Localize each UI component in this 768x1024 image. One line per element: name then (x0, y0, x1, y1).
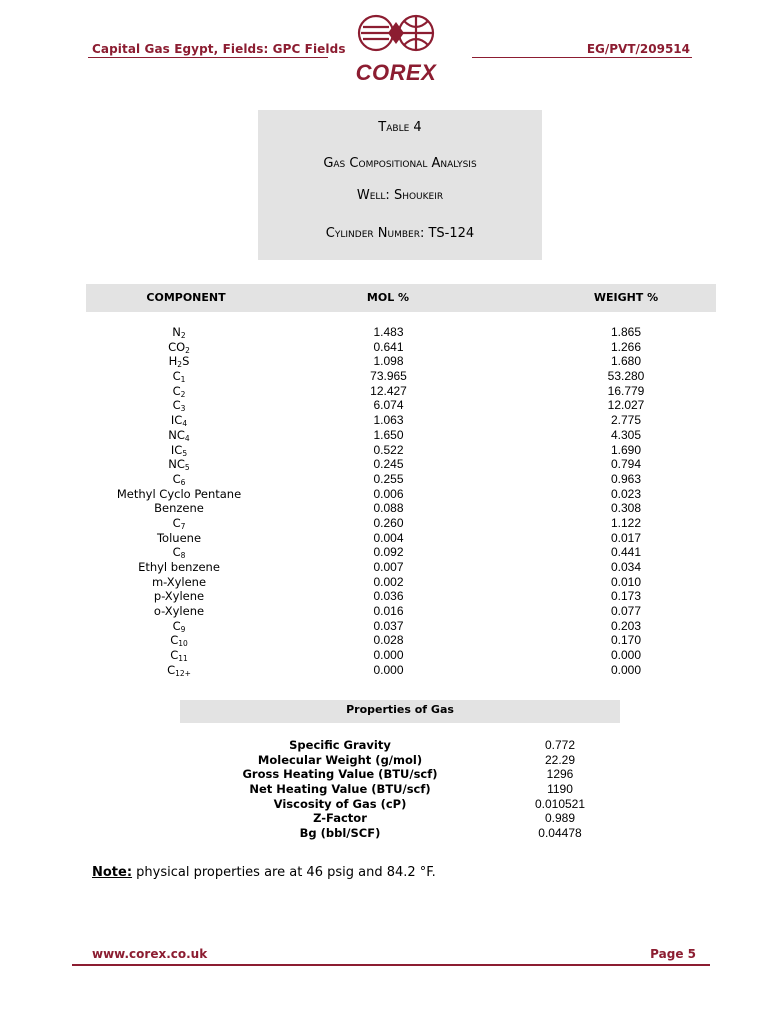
mol-percent: 0.000 (373, 648, 404, 663)
properties-title: Properties of Gas (180, 700, 620, 723)
mol-percent: 1.098 (373, 354, 404, 369)
table-row (86, 369, 716, 384)
column-header-mol: MOL % (366, 291, 410, 304)
property-row (180, 826, 680, 841)
header-left-title: Capital Gas Egypt, Fields: GPC Fields (92, 42, 346, 56)
weight-percent: 0.017 (610, 530, 642, 545)
property-row (180, 811, 680, 826)
mol-percent: 0.004 (373, 530, 404, 545)
weight-percent: 12.027 (607, 398, 645, 413)
table-row (86, 619, 716, 634)
property-value: 0.989 (544, 811, 576, 826)
mol-percent: 1.483 (373, 325, 404, 339)
header-rule-left (88, 57, 328, 58)
table-row (86, 663, 716, 678)
weight-percent: 0.170 (610, 633, 642, 648)
component-name: p-Xylene (153, 589, 205, 604)
weight-percent: 1.680 (610, 354, 642, 369)
weight-percent: 0.308 (610, 501, 642, 516)
component-name: Toluene (156, 530, 202, 545)
table-row (86, 354, 716, 369)
component-name: $C_{11}$ (170, 648, 188, 664)
weight-percent: 0.203 (610, 618, 642, 633)
mol-percent: 0.007 (373, 560, 404, 574)
mol-percent: 0.036 (373, 589, 404, 604)
mol-percent: 0.641 (373, 339, 404, 354)
weight-percent: 16.779 (607, 383, 645, 398)
mol-percent: 1.063 (373, 413, 404, 428)
component-name: $NC_5$ (168, 457, 190, 473)
column-header-component: COMPONENT (146, 291, 226, 304)
table-row (86, 589, 716, 604)
table-row (86, 487, 716, 502)
table-row (86, 560, 716, 575)
mol-percent: 0.000 (373, 662, 404, 677)
component-name: $IC_5$ (170, 442, 188, 458)
table-row (86, 516, 716, 531)
component-name: $C_3$ (172, 398, 186, 414)
property-value: 0.04478 (538, 826, 582, 841)
property-label: Viscosity of Gas (cP) (273, 796, 407, 811)
component-name: $N_2$ (172, 325, 186, 340)
cylinder-number: Cylinder Number: TS-124 (325, 226, 475, 241)
table-row (86, 398, 716, 413)
note (92, 865, 436, 880)
document-reference: EG/PVT/209514 (586, 42, 690, 56)
property-value: 0.772 (544, 738, 576, 752)
weight-percent: 0.794 (610, 457, 642, 472)
table-row (86, 413, 716, 428)
weight-percent: 0.173 (610, 589, 642, 604)
weight-percent: 0.441 (610, 545, 642, 560)
mol-percent: 0.006 (373, 486, 404, 501)
component-name: o-Xylene (153, 604, 205, 619)
component-name: Ethyl benzene (138, 560, 220, 574)
weight-percent: 0.963 (610, 471, 642, 486)
table-row (86, 340, 716, 355)
mol-percent: 0.522 (373, 442, 404, 457)
mol-percent: 0.088 (373, 501, 404, 516)
property-label: Z-Factor (313, 811, 367, 826)
weight-percent: 4.305 (610, 427, 642, 442)
property-label: Specific Gravity (289, 738, 391, 752)
table-row (86, 633, 716, 648)
composition-table (86, 325, 716, 678)
property-value: 1296 (546, 767, 574, 782)
weight-percent: 0.000 (610, 648, 642, 663)
component-name: Methyl Cyclo Pentane (116, 486, 242, 501)
mol-percent: 12.427 (370, 383, 407, 398)
footer-page-number: Page 5 (650, 947, 696, 961)
weight-percent: 2.775 (610, 413, 642, 428)
well-name: Well: Shoukeir (356, 188, 444, 203)
table-subtitle: Gas Compositional Analysis (323, 156, 477, 171)
weight-percent: 0.077 (610, 604, 642, 619)
weight-percent: 1.690 (610, 442, 642, 457)
table-row (86, 325, 716, 340)
properties-table (180, 738, 680, 841)
table-row (86, 428, 716, 443)
component-name: $C_{10}$ (170, 633, 188, 649)
footer-rule (72, 964, 710, 966)
property-row (180, 753, 680, 768)
weight-percent: 0.023 (610, 486, 642, 501)
component-name: $C_7$ (172, 515, 186, 531)
property-label: Gross Heating Value (BTU/scf) (242, 767, 438, 782)
table-header (86, 284, 716, 312)
table-row (86, 501, 716, 516)
mol-percent: 0.028 (373, 633, 404, 648)
note-label: Note: (92, 865, 133, 880)
weight-percent: 0.034 (610, 560, 642, 574)
component-name: m-Xylene (151, 574, 207, 589)
weight-percent: 53.280 (607, 369, 645, 384)
property-label: Molecular Weight (g/mol) (257, 752, 423, 767)
table-row (86, 531, 716, 546)
mol-percent: 0.016 (373, 604, 404, 619)
component-name: $NC_4$ (168, 427, 190, 443)
mol-percent: 0.002 (373, 574, 404, 589)
property-row (180, 797, 680, 812)
table-row (86, 443, 716, 458)
property-label: Net Heating Value (BTU/scf) (249, 782, 431, 797)
header-rule-right (472, 57, 692, 58)
mol-percent: 6.074 (373, 398, 404, 413)
table-row (86, 457, 716, 472)
component-name: $CO_2$ (168, 339, 190, 355)
footer-website: www.corex.co.uk (92, 947, 208, 961)
table-row (86, 575, 716, 590)
table-number: Table 4 (378, 120, 422, 135)
table-row (86, 384, 716, 399)
property-row (180, 738, 680, 753)
property-row (180, 782, 680, 797)
mol-percent: 0.037 (373, 618, 404, 633)
component-name: Benzene (154, 501, 204, 516)
weight-percent: 1.865 (610, 325, 642, 339)
table-row (86, 545, 716, 560)
component-name: $C_{12+}$ (167, 662, 191, 678)
table-row (86, 472, 716, 487)
component-name: $C_6$ (172, 471, 186, 487)
component-name: $H_2S$ (168, 354, 190, 370)
component-name: $C_8$ (172, 545, 186, 561)
property-value: 22.29 (544, 752, 576, 767)
table-row (86, 648, 716, 663)
mol-percent: 73.965 (370, 369, 407, 384)
component-name: $C_9$ (172, 618, 186, 634)
property-label: Bg (bbl/SCF) (299, 826, 381, 841)
component-name: $C_1$ (172, 369, 186, 385)
table-title-panel (258, 110, 542, 260)
table-row (86, 604, 716, 619)
note-text: physical properties are at 46 psig and 84.2 °F. (132, 865, 436, 880)
mol-percent: 0.255 (373, 471, 404, 486)
column-header-weight: WEIGHT % (593, 291, 659, 304)
weight-percent: 0.010 (610, 574, 642, 589)
component-name: $IC_4$ (170, 413, 188, 429)
component-name: $C_2$ (172, 383, 186, 399)
weight-percent: 1.122 (610, 515, 642, 530)
mol-percent: 0.260 (373, 515, 404, 530)
logo-wordmark: COREX (355, 60, 437, 85)
weight-percent: 1.266 (610, 339, 642, 354)
mol-percent: 0.092 (373, 545, 404, 560)
property-value: 1190 (547, 782, 573, 797)
property-row (180, 767, 680, 782)
mol-percent: 0.245 (373, 457, 404, 472)
mol-percent: 1.650 (373, 427, 404, 442)
weight-percent: 0.000 (610, 662, 642, 677)
property-value: 0.010521 (534, 796, 586, 811)
